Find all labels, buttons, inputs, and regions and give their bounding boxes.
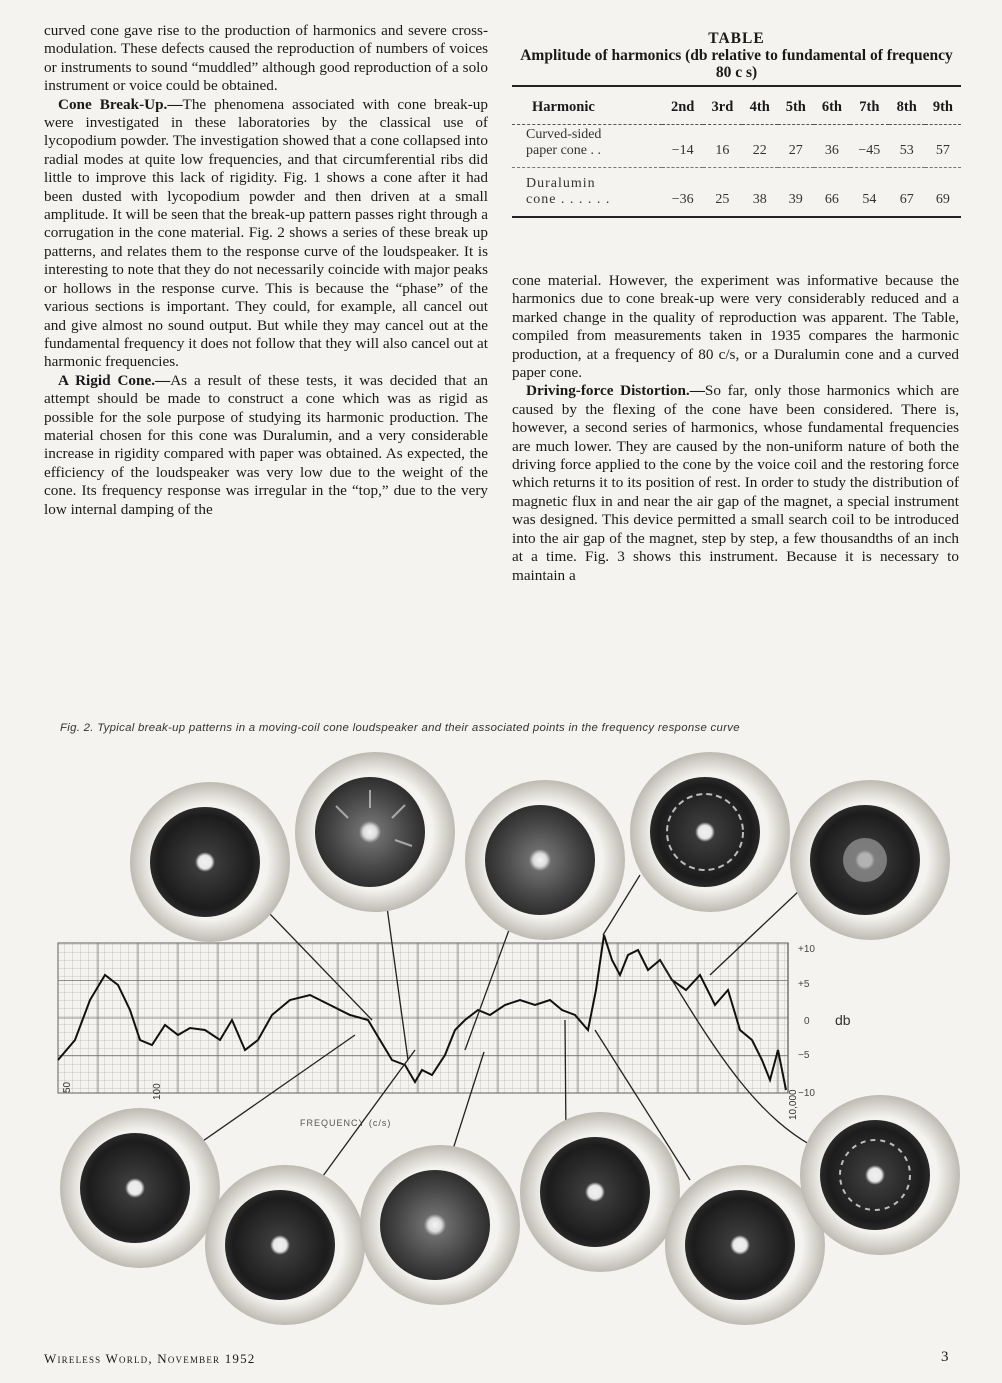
table-header: 9th [925,95,961,125]
cone-photo [520,1112,680,1272]
table-cell: 38 [752,192,767,207]
cone-photo [295,752,455,912]
driving-force-text: So far, only those harmonics which are caused by the flexing of the cone have been considered. There is, however, a second series of harmonics, whose fundamental frequencies are much lower. They are caused by the non-uniform nature of both the driving force applied to the cone by the voice coil and the restoring force which returns it to its position of rest. In order to study the distribution of magnetic flux in and near the air gap of the magnet, a special instrument was designed. This device permitted a small search coil to be introduced into the air gap of the magnet, step by step, a few thousandths of an inch at a time. Fig. 3 shows this instrument. Because it is necessary to maintain a [512,382,959,584]
cone-photo [800,1095,960,1255]
y-unit-label: db [835,1012,851,1028]
table-header: 8th [889,95,925,125]
x-tick-label: 100 [152,1083,163,1100]
cone-photo [630,752,790,912]
driving-force-heading: Driving-force Distortion.— [526,382,705,400]
right-paragraph-1: cone material. However, the experiment was informative because the harmonics due to cone break-up were very considerably reduced and a marked change in the quality of reproduction was apparent. The Table, compiled from measurements taken in 1935 compares the harmonic production, at a frequency of 80 c/s, or a Duralumin cone and a curved paper cone. [512,272,959,382]
table-cell: 57 [925,125,961,168]
cone-photo [205,1165,365,1325]
table-cell: 67 [899,192,914,207]
table-header: 4th [742,95,778,125]
table-cell: −36 [671,192,694,207]
table-cell: 53 [889,125,925,168]
y-tick-label: −5 [798,1050,810,1061]
table-cell: 54 [862,192,877,207]
table-header: 5th [778,95,814,125]
table-header: Harmonic [512,95,662,125]
table-cell: 69 [935,192,950,207]
table-subtitle: Amplitude of harmonics (db relative to fundamental of frequency 80 c s) [520,47,953,81]
cone-photo [360,1145,520,1305]
y-tick-label: 0 [804,1016,810,1027]
y-tick-label: −10 [798,1088,815,1099]
table-cell: 39 [788,192,803,207]
table-cell: −45 [850,125,889,168]
cone-photo [665,1165,825,1325]
figure-caption: Fig. 2. Typical break-up patterns in a moving-coil cone loudspeaker and their associated points in the frequency response curve [60,722,740,734]
cone-photo [60,1108,220,1268]
table-title: TABLE [708,30,765,47]
row-label-line: Curved-sided [526,127,602,142]
left-paragraph-1: curved cone gave rise to the production of harmonics and severe cross-modulation. These defects caused the reproduction of numbers of voices or instruments to sound “muddled” although good reproduction of a solo instrument or voice could be obtained. [44,22,488,95]
x-axis-label: FREQUENCY (c/s) [300,1118,392,1128]
y-tick-label: +10 [798,944,815,955]
rigid-cone-heading: A Rigid Cone.— [58,371,171,389]
x-tick-label: 10,000 [788,1089,799,1120]
table-cell: 22 [742,125,778,168]
journal-footer: Wireless World, November 1952 [44,1351,256,1366]
table-header: 7th [850,95,889,125]
cone-breakup-heading: Cone Break-Up.— [58,95,183,113]
rigid-cone-text: As a result of these tests, it was decided that an attempt should be made to construct a cone which was as rigid as possible for the sole purpose of studying its harmonic production. The material chosen for this cone was Duralumin, and a very considerable increase in rigidity compared with paper was obtained. As expected, the efficiency of the loudspeaker was very low due to the weight of the cone. Its frequency response was irregular in the “top,” due to the very low internal damping of the [44,371,489,518]
table-cell: 25 [715,192,730,207]
page-number: 3 [941,1349,949,1365]
table-cell: 36 [814,125,850,168]
cone-breakup-text: The phenomena associated with cone break-up were investigated in these laboratories by the classical use of lycopodium powder. The investigation showed that a cone collapsed into radial modes at quite low frequencies, and that circumferential ribs did little to improve this lack of rigidity. Fig. 1 shows a cone after it had been dusted with lycopodium powder and then driven at a small amplitude. It will be seen that the break-up pattern passes right through a corrugation in the cone material. Fig. 2 shows a series of these break up patterns, and relates them to the response curve of the loudspeaker. It is interesting to note that they do not necessarily coincide with major peaks or hollows in the response curve. This is because the “phase” of the various sections is important. They could, for example, all cancel out and give almost no sound output. But while they may cancel out at the fundamental frequency it does not follow that they will also cancel out at harmonic frequencies. [44,95,488,371]
row-label-line: Duralumin [526,176,596,191]
table-cell: −14 [662,125,703,168]
cone-photo [790,780,950,940]
table-header: 6th [814,95,850,125]
row-label-line: cone . . . . . . [526,192,611,207]
y-tick-label: +5 [798,979,810,990]
x-tick-label: 50 [62,1081,73,1093]
table-header: 3rd [703,95,742,125]
table-cell: 27 [778,125,814,168]
table-header: 2nd [662,95,703,125]
row-label-line: paper cone . . [526,143,602,158]
cone-photo [130,782,290,942]
cone-photo [465,780,625,940]
table-cell: 16 [703,125,742,168]
table-cell: 66 [824,192,839,207]
